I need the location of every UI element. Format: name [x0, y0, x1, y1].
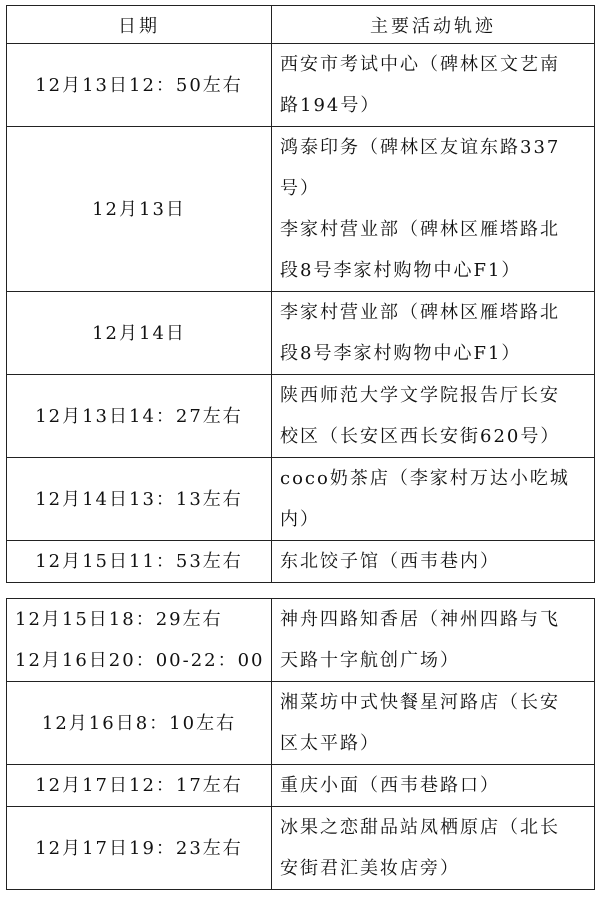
date-text: 12月13日14：27左右 [35, 405, 243, 427]
activity-cell [272, 682, 595, 765]
table-row [7, 292, 595, 375]
date-text: 12月17日12：17左右 [35, 775, 243, 796]
table-body [7, 599, 595, 890]
table-body [7, 44, 595, 583]
date-cell [7, 807, 272, 890]
activity-text: 路194号） [280, 95, 381, 116]
date-cell [7, 765, 272, 807]
activity-cell [272, 541, 595, 583]
table-row [7, 682, 595, 765]
date-cell [7, 292, 272, 375]
date-text: 12月14日 [92, 322, 186, 344]
table-header-row [7, 6, 595, 44]
activity-text: 神舟四路知香居（神州四路与飞 [280, 609, 560, 630]
date-cell [7, 682, 272, 765]
activity-text: 李家村营业部（碑林区雁塔路北 [280, 219, 560, 240]
table-row [7, 807, 595, 890]
activity-text: 校区（长安区西长安街620号） [280, 426, 561, 447]
table-row [7, 375, 595, 458]
activity-text: 李家村营业部（碑林区雁塔路北 [280, 302, 560, 323]
trajectory-table-1 [6, 5, 595, 583]
table-row [7, 458, 595, 541]
activity-cell [272, 44, 595, 127]
activity-text: 西安市考试中心（碑林区文艺南 [280, 54, 560, 75]
activity-cell [272, 599, 595, 682]
date-text: 12月15日18：29左右 [15, 609, 223, 630]
activity-text: 号） [280, 178, 320, 199]
activity-text: 陕西师范大学文学院报告厅长安 [280, 385, 560, 406]
activity-text: 湘菜坊中式快餐星河路店（长安 [280, 692, 560, 713]
activity-text: 内） [280, 509, 320, 530]
activity-text: 天路十字航创广场） [280, 650, 460, 671]
date-cell [7, 44, 272, 127]
header-date: 日期 [7, 6, 272, 44]
date-text: 12月13日12：50左右 [35, 74, 243, 96]
activity-text: 重庆小面（西韦巷路口） [280, 775, 500, 796]
activity-cell [272, 127, 595, 292]
activity-text: 区太平路） [280, 733, 380, 754]
activity-cell [272, 458, 595, 541]
activity-cell [272, 292, 595, 375]
table-row [7, 541, 595, 583]
activity-text: 东北饺子馆（西韦巷内） [280, 551, 500, 572]
trajectory-table-2 [6, 598, 595, 890]
activity-text: 安街君汇美妆店旁） [280, 858, 460, 879]
date-text: 12月14日13：13左右 [35, 488, 243, 510]
activity-text: 鸿泰印务（碑林区友谊东路337 [280, 137, 561, 158]
activity-text: 冰果之恋甜品站凤栖原店（北长 [280, 817, 560, 838]
activity-cell [272, 765, 595, 807]
table-row [7, 599, 595, 682]
date-cell [7, 127, 272, 292]
date-cell [7, 458, 272, 541]
table-row [7, 765, 595, 807]
date-cell [7, 599, 272, 682]
date-cell [7, 375, 272, 458]
date-cell [7, 541, 272, 583]
activity-text: 段8号李家村购物中心F1） [280, 343, 522, 364]
table-row [7, 127, 595, 292]
date-text: 12月17日19：23左右 [35, 837, 243, 859]
activity-cell [272, 375, 595, 458]
table-row [7, 44, 595, 127]
date-text: 12月15日11：53左右 [35, 551, 243, 572]
activity-text: 段8号李家村购物中心F1） [280, 260, 522, 281]
date-text: 12月13日 [92, 198, 186, 220]
date-text: 12月16日8：10左右 [41, 712, 237, 734]
activity-cell [272, 807, 595, 890]
date-text: 12月16日20：00-22：00 [15, 650, 265, 671]
header-activity: 主要活动轨迹 [272, 6, 595, 44]
activity-text: coco奶茶店（李家村万达小吃城 [280, 468, 570, 489]
